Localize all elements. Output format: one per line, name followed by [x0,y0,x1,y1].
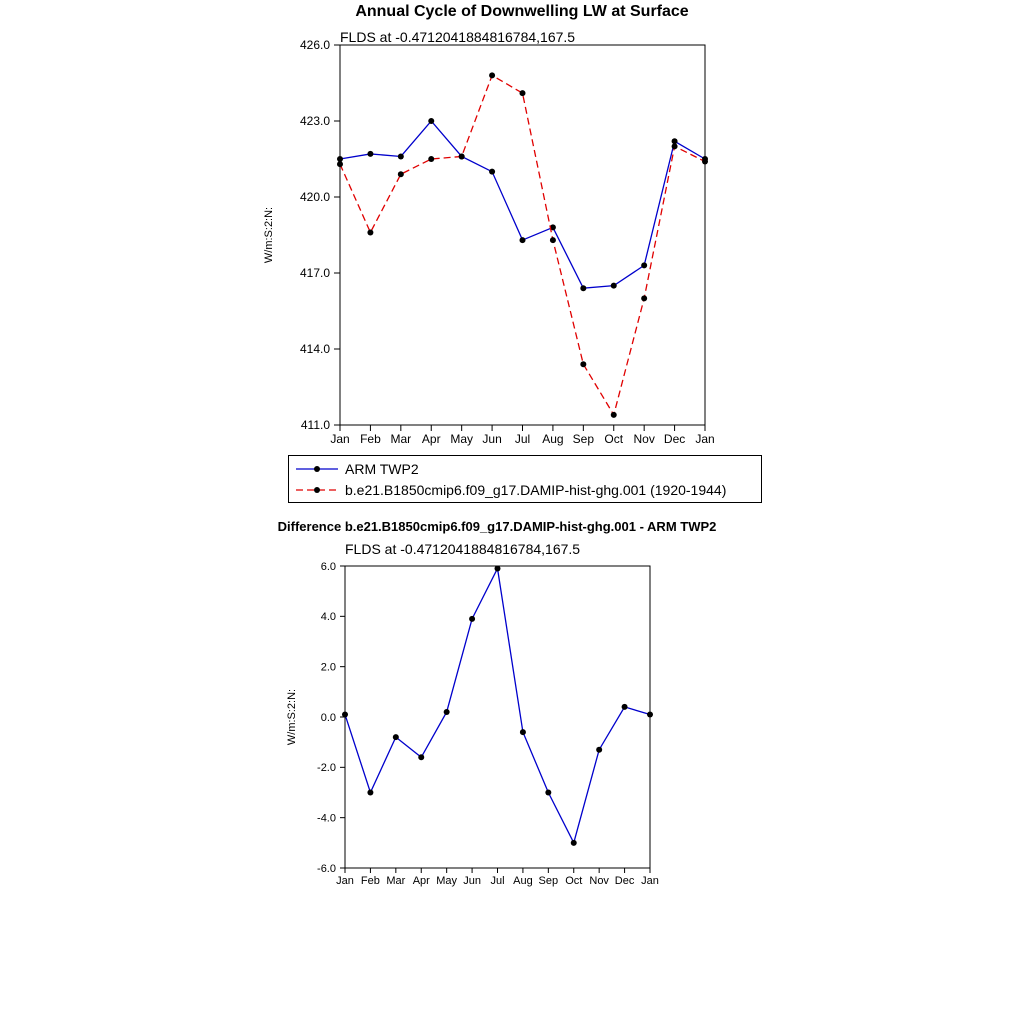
plot-frame [345,566,650,868]
data-point-marker [367,151,373,157]
difference-chart [255,556,695,896]
data-point-marker [622,704,628,710]
data-point-marker [550,237,556,243]
x-tick-label: Apr [421,432,441,446]
legend [288,455,762,503]
data-point-marker [596,747,602,753]
x-tick-label: Nov [633,432,655,446]
x-tick-label: Jul [490,875,505,887]
data-point-marker [398,171,404,177]
data-point-marker [545,790,551,796]
data-point-marker [489,72,495,78]
y-tick-label: 426.0 [299,40,330,53]
y-tick-label: 423.0 [299,114,330,129]
data-point-marker [520,729,526,735]
data-point-marker [469,616,475,622]
x-tick-label: Jan [336,875,354,887]
x-tick-label: Aug [513,875,533,887]
data-point-marker [444,709,450,715]
legend-line-sample-solid [294,461,340,477]
data-point-marker [459,153,465,159]
legend-item-arm-twp2 [294,458,756,479]
y-tick-label: 2.0 [320,661,336,674]
y-tick-label: 6.0 [320,560,336,573]
x-tick-label: Sep [572,432,595,446]
data-point-marker [428,118,434,124]
data-point-marker [672,143,678,149]
x-tick-label: Jun [463,875,481,887]
series-line [340,121,705,288]
legend-sample-marker [314,466,320,472]
x-tick-label: Nov [589,875,609,887]
legend-sample-marker [314,487,320,493]
x-tick-label: Apr [412,875,430,887]
x-tick-label: Oct [565,875,583,887]
x-tick-label: Aug [542,432,564,446]
plot-frame [340,45,705,425]
data-point-marker [641,262,647,268]
y-tick-label: 411.0 [300,418,330,433]
x-tick-label: Jun [482,432,502,446]
series-line [340,75,705,414]
x-tick-label: Mar [390,432,412,446]
x-tick-label: Feb [360,875,380,887]
series-line [345,569,650,843]
data-point-marker [520,90,526,96]
data-point-marker [702,159,708,165]
legend-label: ARM TWP2 [345,460,419,477]
data-point-marker [393,734,399,740]
data-point-marker [337,161,343,167]
data-point-marker [398,153,404,159]
data-point-marker [647,711,653,717]
data-point-marker [520,237,526,243]
x-tick-label: Mar [386,875,406,887]
data-point-marker [495,566,501,572]
data-point-marker [489,169,495,175]
y-tick-label: -2.0 [317,762,336,775]
chart2-subtitle: FLDS at -0.4712041884816784,167.5 [345,541,581,557]
x-tick-label: Oct [604,432,624,446]
data-point-marker [571,840,577,846]
x-tick-label: Sep [538,875,559,887]
data-point-marker [367,229,373,235]
x-tick-label: Jan [330,432,350,446]
x-tick-label: Feb [360,432,381,446]
x-tick-label: Jan [695,432,715,446]
x-tick-label: Dec [614,875,635,887]
chart1-subtitle: FLDS at -0.4712041884816784,167.5 [340,29,576,45]
data-point-marker [580,285,586,291]
legend-label: b.e21.B1850cmip6.f09_g17.DAMIP-hist-ghg.001 (1920-1944) [345,481,727,498]
x-tick-label: Jul [514,432,531,446]
x-tick-label: Dec [663,432,686,446]
data-point-marker [611,283,617,289]
chart1-y-axis-title: W/m:S:2:N: [263,206,275,264]
x-tick-label: May [450,432,474,446]
data-point-marker [580,361,586,367]
y-tick-label: 417.0 [299,266,330,281]
y-tick-label: -4.0 [317,812,336,825]
data-point-marker [342,711,348,717]
legend-line-sample-dashed [294,482,340,498]
y-tick-label: 4.0 [320,611,336,624]
data-point-marker [428,156,434,162]
chart1-title: Annual Cycle of Downwelling LW at Surface [355,3,689,20]
data-point-marker [418,754,424,760]
data-point-marker [641,295,647,301]
data-point-marker [367,790,373,796]
x-tick-label: Jan [641,875,659,887]
annual-cycle-chart [250,40,730,455]
x-tick-label: May [436,875,458,887]
chart2-y-axis-title: W/m:S:2:N: [286,688,298,746]
chart2-title: Difference b.e21.B1850cmip6.f09_g17.DAMIP-hist-ghg.001 - ARM TWP2 [277,519,717,534]
y-tick-label: 0.0 [320,711,336,724]
y-tick-label: 414.0 [299,342,330,357]
y-tick-label: 420.0 [299,190,330,205]
y-tick-label: -6.0 [317,862,336,875]
legend-item-model [294,479,756,500]
data-point-marker [611,412,617,418]
